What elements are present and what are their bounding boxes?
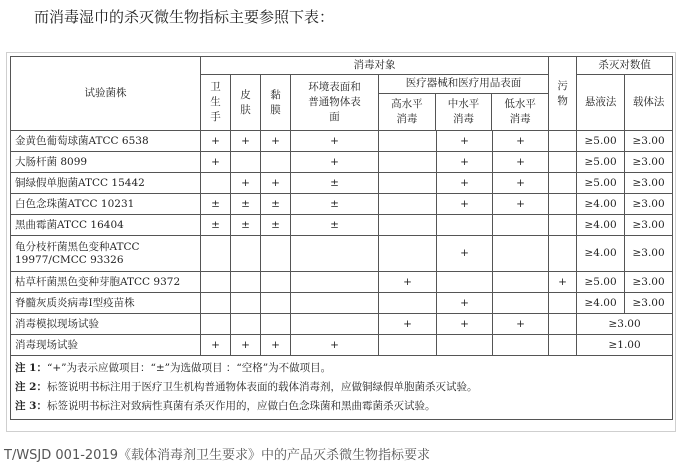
table-row — [11, 152, 673, 173]
cell: ± — [261, 194, 291, 215]
strain-name: 大肠杆菌 8099 — [11, 152, 201, 173]
medical-header: 医疗器械和医疗用品表面 — [379, 75, 548, 93]
cell: + — [231, 335, 261, 356]
cell: ≥4.00 — [577, 215, 625, 236]
intro-text: 而消毒湿巾的杀灭微生物指标主要参照下表： — [34, 8, 335, 26]
cell: ≥5.00 — [577, 173, 625, 194]
cell: + — [231, 173, 261, 194]
cell: + — [493, 194, 549, 215]
cell — [379, 293, 437, 314]
cell: ± — [201, 215, 231, 236]
cell: + — [261, 131, 291, 152]
cell — [379, 131, 437, 152]
cell — [549, 236, 577, 272]
mid-level-header: 中水平 消毒 — [435, 93, 491, 130]
cell — [231, 272, 261, 293]
cell: ≥5.00 — [577, 152, 625, 173]
cell: ± — [261, 215, 291, 236]
low-level-header: 低水平 消毒 — [504, 97, 536, 125]
cell — [201, 236, 231, 272]
cell — [493, 293, 549, 314]
table-row — [11, 272, 673, 293]
cell — [549, 131, 577, 152]
note-3: 注 3：标签说明书标注对致病性真菌有杀灭作用的，应做白色念珠菌和黑曲霉菌杀灭试验。 — [15, 400, 436, 412]
cell: + — [493, 152, 549, 173]
suspension-header: 悬液法 — [577, 75, 625, 131]
strain-name: 黑曲霉菌ATCC 16404 — [11, 215, 201, 236]
cell — [379, 173, 437, 194]
strain-name: 白色念珠菌ATCC 10231 — [11, 194, 201, 215]
note-1: 注 1：“+”为表示应做项目：“±”为选做项目 ：“空格”为不做项目。 — [15, 362, 332, 374]
notes-row — [11, 356, 673, 420]
mucosa-header: 黏 膜 — [261, 75, 291, 131]
cell — [549, 173, 577, 194]
disinfection-objects-header: 消毒对象 — [201, 57, 549, 75]
cell — [493, 272, 549, 293]
table-row — [11, 293, 673, 314]
cell: + — [201, 152, 231, 173]
cell — [291, 236, 379, 272]
cell: + — [549, 272, 577, 293]
table-row — [11, 131, 673, 152]
cell: ± — [231, 215, 261, 236]
cell — [549, 152, 577, 173]
cell — [291, 293, 379, 314]
cell: ± — [201, 194, 231, 215]
cell: + — [437, 131, 493, 152]
table-row — [11, 215, 673, 236]
cell — [201, 314, 231, 335]
cell — [291, 272, 379, 293]
kill-log-header: 杀灭对数值 — [577, 57, 673, 75]
high-level-header: 高水平 消毒 — [379, 93, 435, 130]
cell — [231, 293, 261, 314]
cell — [201, 293, 231, 314]
cell — [231, 314, 261, 335]
cell: + — [437, 314, 493, 335]
cell — [379, 335, 437, 356]
table-row — [11, 314, 673, 335]
cell — [379, 152, 437, 173]
carrier-header: 载体法 — [625, 75, 673, 131]
cell: ≥4.00 — [577, 293, 625, 314]
cell — [493, 215, 549, 236]
cell: ≥5.00 — [577, 131, 625, 152]
cell: ≥3.00 — [577, 314, 673, 335]
cell — [261, 314, 291, 335]
cell — [261, 236, 291, 272]
source-caption: T/WSJD 001-2019《载体消毒剂卫生要求》中的产品灭杀微生物指标要求 — [4, 448, 430, 463]
table-row — [11, 236, 673, 272]
cell: ≥3.00 — [625, 194, 673, 215]
cell: + — [291, 152, 379, 173]
cell: + — [291, 131, 379, 152]
cell: ≥4.00 — [577, 194, 625, 215]
cell: + — [437, 173, 493, 194]
cell: + — [291, 335, 379, 356]
cell: + — [261, 173, 291, 194]
cell: ≥4.00 — [577, 236, 625, 272]
cell: ≥3.00 — [625, 236, 673, 272]
cell — [493, 236, 549, 272]
cell — [549, 293, 577, 314]
cell: + — [201, 335, 231, 356]
cell — [291, 314, 379, 335]
cell: + — [437, 152, 493, 173]
env-surface-header: 环境表面和 普通物体表 面 — [291, 75, 379, 131]
cell — [437, 335, 493, 356]
cell: + — [437, 236, 493, 272]
indicator-table-frame — [6, 52, 676, 432]
strain-name: 枯草杆菌黑色变种芽胞ATCC 9372 — [11, 272, 201, 293]
dirty-header: 污 物 — [549, 57, 577, 131]
cell: ± — [231, 194, 261, 215]
cell — [549, 335, 577, 356]
cell: ≥3.00 — [625, 173, 673, 194]
table-row — [11, 194, 673, 215]
strain-name: 消毒现场试验 — [11, 335, 201, 356]
cell — [231, 236, 261, 272]
cell — [261, 152, 291, 173]
cell: + — [437, 194, 493, 215]
cell: + — [201, 131, 231, 152]
strain-name: 消毒模拟现场试验 — [11, 314, 201, 335]
cell — [549, 194, 577, 215]
strain-header: 试验菌株 — [11, 57, 201, 131]
note-2: 注 2：标签说明书标注用于医疗卫生机构普通物体表面的载体消毒剂，应做铜绿假单胞菌杀灭试验。 — [15, 381, 478, 393]
cell — [201, 272, 231, 293]
cell — [231, 152, 261, 173]
strain-name: 龟分枝杆菌黑色变种ATCC 19977/CMCC 93326 — [11, 236, 201, 272]
cell: + — [379, 314, 437, 335]
cell — [379, 215, 437, 236]
table-row — [11, 335, 673, 356]
indicator-table — [10, 56, 673, 420]
cell: ≥3.00 — [625, 152, 673, 173]
cell — [437, 272, 493, 293]
cell: ≥3.00 — [625, 272, 673, 293]
table-row — [11, 173, 673, 194]
cell: ± — [291, 173, 379, 194]
cell: + — [261, 335, 291, 356]
cell: + — [493, 131, 549, 152]
cell — [437, 215, 493, 236]
cell — [261, 293, 291, 314]
cell: ± — [291, 194, 379, 215]
strain-name: 铜绿假单胞菌ATCC 15442 — [11, 173, 201, 194]
hand-header: 卫 生 手 — [201, 75, 231, 131]
cell: ≥5.00 — [577, 272, 625, 293]
cell: + — [437, 293, 493, 314]
cell — [379, 194, 437, 215]
cell: ≥1.00 — [577, 335, 673, 356]
cell: + — [493, 173, 549, 194]
cell: + — [379, 272, 437, 293]
strain-name: 脊髓灰质炎病毒Ⅰ型疫苗株 — [11, 293, 201, 314]
medical-group-header — [379, 75, 549, 131]
cell — [379, 236, 437, 272]
cell — [261, 272, 291, 293]
cell: ± — [291, 215, 379, 236]
cell: + — [493, 314, 549, 335]
cell: ≥3.00 — [625, 293, 673, 314]
cell — [201, 173, 231, 194]
cell — [493, 335, 549, 356]
cell — [549, 314, 577, 335]
cell: ≥3.00 — [625, 215, 673, 236]
cell — [549, 215, 577, 236]
strain-name: 金黄色葡萄球菌ATCC 6538 — [11, 131, 201, 152]
skin-header: 皮 肤 — [231, 75, 261, 131]
cell: ≥3.00 — [625, 131, 673, 152]
cell: + — [231, 131, 261, 152]
